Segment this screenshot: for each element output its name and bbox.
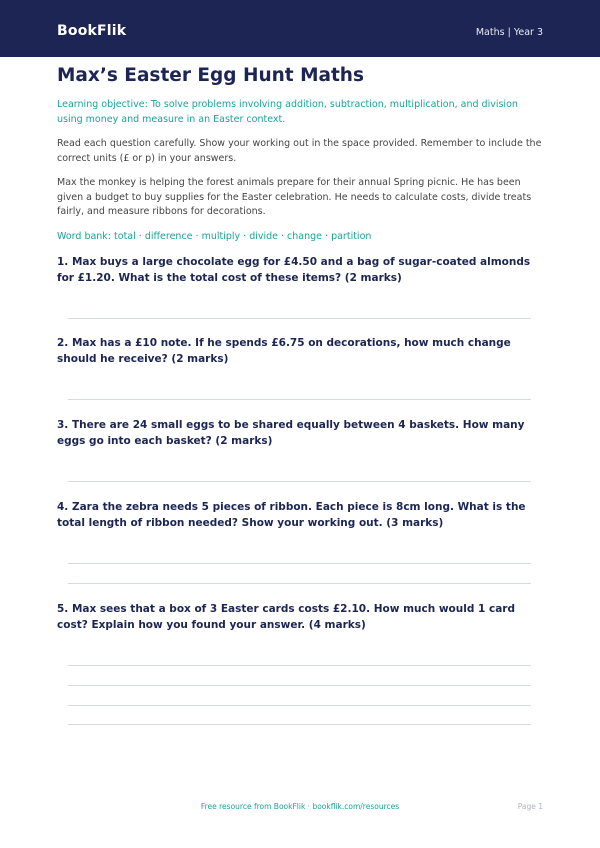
story-text: Max the monkey is helping the forest animals prepare for their annual Spring picnic. He has been given a budget to buy supplies for the Easter celebration. He needs to calculate costs, divide treats fairly, and measure ribbons for decorations. — [57, 177, 532, 217]
answer-line[interactable] — [68, 583, 531, 584]
answer-line[interactable] — [68, 563, 531, 564]
question-5: 5. Max sees that a box of 3 Easter cards costs £2.10. How much would 1 card cost? Explain how you found your answer. (4 marks) — [57, 603, 515, 631]
question-2: 2. Max has a £10 note. If he spends £6.75 on decorations, how much change should he receive? (2 marks) — [57, 337, 511, 365]
answer-line[interactable] — [68, 399, 531, 400]
answer-line[interactable] — [68, 705, 531, 706]
answer-line[interactable] — [68, 724, 531, 725]
answer-line[interactable] — [68, 318, 531, 319]
footer-credit: Free resource from BookFlik · bookflik.com/resources — [200, 802, 400, 811]
answer-line[interactable] — [68, 685, 531, 686]
instructions-text: Read each question carefully. Show your working out in the space provided. Remember to include the correct units (£ or p) in your answers. — [57, 138, 542, 164]
intro-section — [57, 64, 543, 244]
word-bank: Word bank: total · difference · multiply · divide · change · partition — [57, 230, 372, 242]
answer-line[interactable] — [68, 665, 531, 666]
page-header — [0, 0, 600, 57]
page-number: Page 1 — [517, 802, 543, 811]
answer-line[interactable] — [68, 481, 531, 482]
page-title: Max’s Easter Egg Hunt Maths — [57, 65, 364, 86]
question-1: 1. Max buys a large chocolate egg for £4.50 and a bag of sugar-coated almonds for £1.20. What is the total cost of these items? (2 marks) — [57, 256, 531, 284]
question-3: 3. There are 24 small eggs to be shared equally between 4 baskets. How many eggs go into each basket? (2 marks) — [57, 419, 525, 447]
question-4: 4. Zara the zebra needs 5 pieces of ribbon. Each piece is 8cm long. What is the total length of ribbon needed? Show your working out. (3 marks) — [57, 501, 526, 529]
learning-objective: Learning objective: To solve problems involving addition, subtraction, multiplication, and division using money and measure in an Easter context. — [57, 99, 518, 125]
subject-label: Maths | Year 3 — [475, 27, 543, 38]
brand-logo: BookFlik — [57, 23, 127, 39]
